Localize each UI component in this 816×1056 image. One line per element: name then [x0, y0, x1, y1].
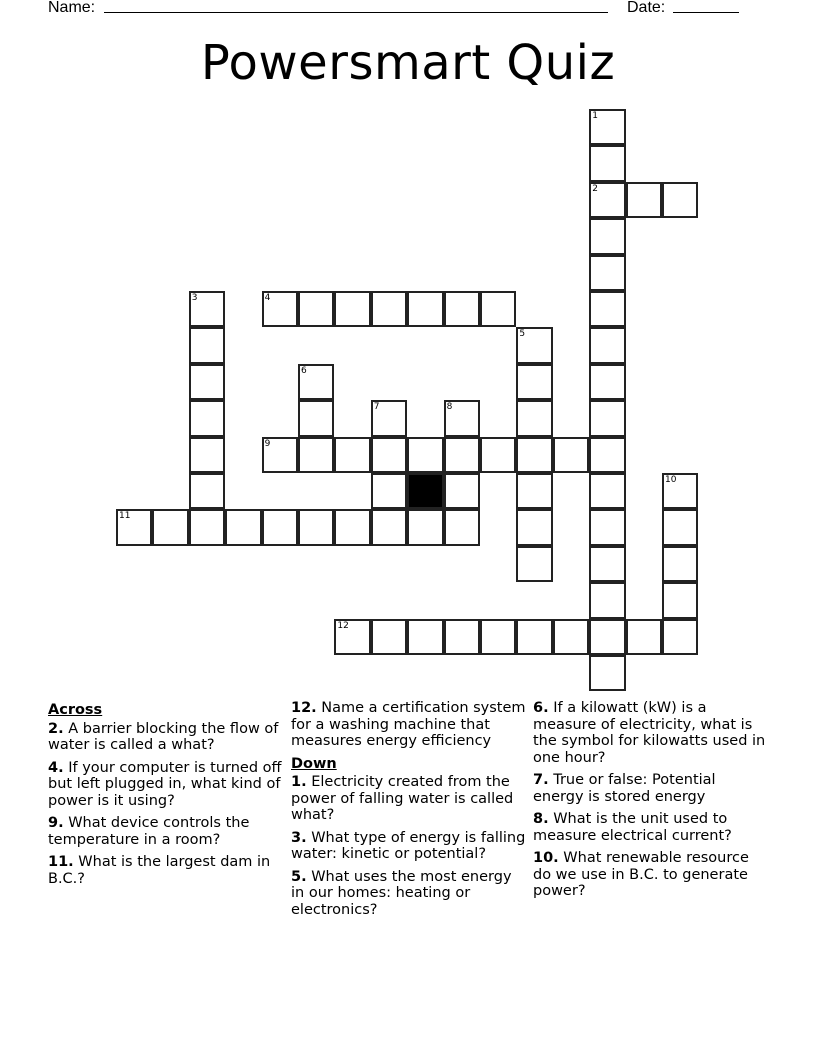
clue-across-11 — [48, 854, 284, 887]
grid-cell[interactable] — [189, 473, 225, 509]
clue-text: What uses the most energy in our homes: heating or electronics? — [291, 868, 512, 918]
grid-cell[interactable] — [589, 327, 625, 363]
grid-cell[interactable] — [298, 400, 334, 436]
black-cell — [407, 473, 443, 509]
cell-number: 12 — [337, 620, 349, 631]
grid-cell[interactable] — [407, 509, 443, 545]
grid-cell[interactable] — [516, 364, 552, 400]
grid-cell[interactable] — [262, 437, 298, 473]
grid-cell[interactable] — [298, 509, 334, 545]
grid-cell[interactable] — [334, 437, 370, 473]
clue-number: 12. — [291, 700, 317, 716]
clue-number: 1. — [291, 774, 307, 790]
grid-cell[interactable] — [516, 473, 552, 509]
grid-cell[interactable] — [589, 255, 625, 291]
grid-cell[interactable] — [662, 509, 698, 545]
clue-text: If a kilowatt (kW) is a measure of electricity, what is the symbol for kilowatts used in one hour? — [533, 700, 766, 766]
clue-number: 2. — [48, 720, 64, 737]
clue-number: 6. — [533, 700, 549, 716]
grid-cell[interactable] — [444, 619, 480, 655]
clue-down-8 — [533, 811, 769, 844]
grid-cell[interactable] — [298, 364, 334, 400]
cell-number: 7 — [373, 402, 380, 413]
grid-cell[interactable] — [225, 509, 261, 545]
clue-text: True or false: Potential energy is stored energy — [533, 772, 716, 805]
grid-cell[interactable] — [662, 619, 698, 655]
across-heading: Across — [48, 702, 103, 718]
grid-cell[interactable] — [189, 364, 225, 400]
grid-cell[interactable] — [444, 291, 480, 327]
grid-cell[interactable] — [589, 364, 625, 400]
cell-number: 11 — [119, 511, 131, 522]
grid-cell[interactable] — [444, 509, 480, 545]
grid-cell[interactable] — [516, 327, 552, 363]
clues-column-1 — [48, 700, 284, 893]
grid-cell[interactable] — [371, 619, 407, 655]
grid-cell[interactable] — [516, 546, 552, 582]
cell-number: 8 — [446, 402, 453, 413]
date-label: Date: — [627, 0, 666, 16]
grid-cell[interactable] — [189, 509, 225, 545]
grid-cell[interactable] — [262, 509, 298, 545]
grid-cell[interactable] — [334, 619, 370, 655]
grid-cell[interactable] — [371, 473, 407, 509]
clue-down-7 — [533, 772, 769, 805]
clues-column-2 — [291, 700, 527, 924]
grid-cell[interactable] — [189, 437, 225, 473]
grid-cell[interactable] — [662, 582, 698, 618]
clue-number: 7. — [533, 772, 549, 788]
clue-text: Name a certification system for a washing machine that measures energy efficiency — [291, 700, 526, 749]
grid-cell[interactable] — [589, 291, 625, 327]
clue-down-1 — [291, 774, 527, 824]
cell-number: 4 — [264, 293, 271, 303]
clue-across-4 — [48, 760, 284, 810]
grid-cell[interactable] — [553, 619, 589, 655]
cell-number: 6 — [301, 365, 307, 376]
clue-number: 11. — [48, 854, 74, 870]
grid-cell[interactable] — [516, 509, 552, 545]
grid-cell[interactable] — [298, 437, 334, 473]
grid-cell[interactable] — [589, 509, 625, 545]
cell-number: 3 — [191, 293, 198, 303]
clue-text: If your computer is turned off but left plugged in, what kind of power is it using? — [48, 759, 282, 809]
grid-cell[interactable] — [189, 291, 225, 327]
grid-cell[interactable] — [407, 619, 443, 655]
grid-cell[interactable] — [626, 619, 662, 655]
clue-text: What renewable resource do we use in B.C. to generate power? — [533, 850, 749, 899]
grid-cell[interactable] — [480, 291, 516, 327]
grid-cell[interactable] — [589, 145, 625, 181]
clue-number: 3. — [291, 829, 307, 846]
grid-cell[interactable] — [444, 437, 480, 473]
grid-cell[interactable] — [262, 291, 298, 327]
grid-cell[interactable] — [516, 437, 552, 473]
grid-cell[interactable] — [589, 619, 625, 655]
grid-cell[interactable] — [407, 291, 443, 327]
grid-cell[interactable] — [334, 291, 370, 327]
clue-text: What device controls the temperature in a room? — [48, 815, 250, 848]
grid-cell[interactable] — [371, 400, 407, 436]
clue-number: 8. — [533, 811, 549, 827]
down-heading: Down — [291, 755, 337, 772]
grid-cell[interactable] — [516, 619, 552, 655]
name-label: Name: — [48, 0, 96, 16]
grid-cell[interactable] — [662, 182, 698, 218]
grid-cell[interactable] — [371, 509, 407, 545]
clue-number: 10. — [533, 850, 559, 866]
clue-across-2 — [48, 721, 284, 754]
grid-cell[interactable] — [480, 619, 516, 655]
grid-cell[interactable] — [334, 509, 370, 545]
grid-cell[interactable] — [589, 546, 625, 582]
clue-text: What type of energy is falling water: kinetic or potential? — [291, 829, 526, 862]
grid-cell[interactable] — [152, 509, 188, 545]
grid-cell[interactable] — [116, 509, 152, 545]
clue-down-10 — [533, 850, 769, 900]
grid-cell[interactable] — [371, 291, 407, 327]
clue-text: What is the largest dam in B.C.? — [48, 854, 271, 887]
grid-cell[interactable] — [298, 291, 334, 327]
clue-number: 4. — [48, 759, 64, 776]
page-title: Powersmart Quiz — [200, 35, 616, 91]
clue-down-3 — [291, 830, 527, 863]
grid-cell[interactable] — [589, 182, 625, 218]
cell-number: 2 — [592, 183, 598, 194]
grid-cell[interactable] — [553, 437, 589, 473]
grid-cell[interactable] — [407, 437, 443, 473]
grid-cell[interactable] — [662, 473, 698, 509]
grid-cell[interactable] — [444, 473, 480, 509]
clue-number: 5. — [291, 868, 307, 885]
cell-number: 9 — [264, 438, 271, 449]
grid-cell[interactable] — [480, 437, 516, 473]
grid-cell[interactable] — [444, 400, 480, 436]
cell-number: 1 — [592, 111, 598, 121]
grid-cell[interactable] — [662, 546, 698, 582]
clue-across-9 — [48, 815, 284, 848]
grid-cell[interactable] — [589, 655, 625, 691]
clue-text: A barrier blocking the flow of water is called a what? — [48, 720, 279, 753]
cell-number: 10 — [665, 475, 677, 485]
clue-across-12 — [291, 700, 527, 750]
clue-number: 9. — [48, 815, 64, 831]
grid-cell[interactable] — [589, 582, 625, 618]
clue-text: Electricity created from the power of falling water is called what? — [291, 774, 514, 823]
grid-cell[interactable] — [371, 437, 407, 473]
clue-down-5 — [291, 869, 527, 919]
grid-cell[interactable] — [189, 400, 225, 436]
clue-down-6 — [533, 700, 769, 766]
clues-column-3 — [533, 700, 769, 906]
grid-cell[interactable] — [189, 327, 225, 363]
grid-cell[interactable] — [589, 109, 625, 145]
grid-cell[interactable] — [589, 400, 625, 436]
grid-cell[interactable] — [589, 218, 625, 254]
cell-number: 5 — [519, 329, 526, 340]
grid-cell[interactable] — [589, 437, 625, 473]
clue-text: What is the unit used to measure electrical current? — [533, 811, 732, 844]
grid-cell[interactable] — [589, 473, 625, 509]
grid-cell[interactable] — [516, 400, 552, 436]
grid-cell[interactable] — [626, 182, 662, 218]
